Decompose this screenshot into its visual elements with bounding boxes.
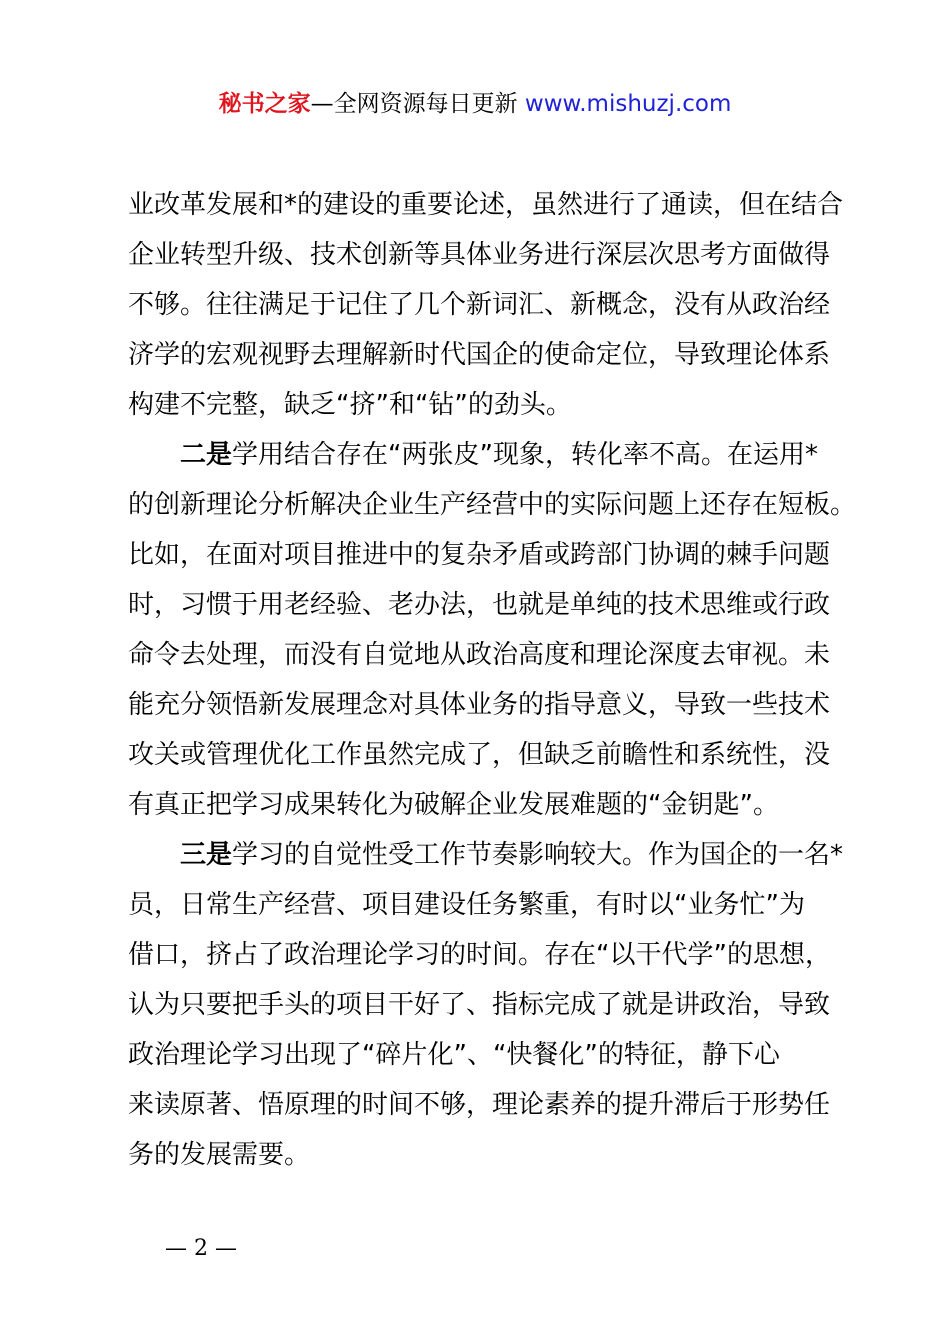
paragraph1-line: 济学的宏观视野去理解新时代国企的使命定位，导致理论体系 xyxy=(128,340,831,370)
paragraph2-line: 比如，在面对项目推进中的复杂矛盾或跨部门协调的棘手问题 xyxy=(128,540,831,570)
paragraph3-line: 借口，挤占了政治理论学习的时间。存在“以干代学”的思想， xyxy=(128,940,831,970)
paragraph2-line: 命令去处理，而没有自觉地从政治高度和理论深度去审视。未 xyxy=(128,640,831,670)
paragraph2-line: 能充分领悟新发展理念对具体业务的指导意义，导致一些技术 xyxy=(128,690,831,720)
paragraph2-line: 有真正把学习成果转化为破解企业发展难题的“金钥匙”。 xyxy=(128,790,779,820)
paragraph3-line: 学习的自觉性受工作节奏影响较大。作为国企的一名* xyxy=(232,840,844,870)
paragraph2-lead: 二是 xyxy=(180,440,233,470)
header-tagline: —全网资源每日更新 xyxy=(310,91,518,117)
paragraph2-line: 时，习惯于用老经验、老办法，也就是单纯的技术思维或行政 xyxy=(128,590,831,620)
paragraph2-line: 攻关或管理优化工作虽然完成了，但缺乏前瞻性和系统性，没 xyxy=(128,740,831,770)
paragraph3-line: 认为只要把手头的项目干好了、指标完成了就是讲政治，导致 xyxy=(128,990,831,1020)
paragraph1-line: 不够。往往满足于记住了几个新词汇、新概念，没有从政治经 xyxy=(128,290,831,320)
paragraph2-line: 的创新理论分析解决企业生产经营中的实际问题上还存在短板。 xyxy=(128,490,857,520)
paragraph2-first-line xyxy=(128,430,840,480)
paragraph3-line: 来读原著、悟原理的时间不够，理论素养的提升滞后于形势任 xyxy=(128,1090,831,1120)
website-link[interactable]: www.mishuzj.com xyxy=(524,91,732,117)
paragraph3-line: 务的发展需要。 xyxy=(128,1140,311,1170)
paragraph1-line: 业改革发展和*的建设的重要论述，虽然进行了通读，但在结合 xyxy=(128,190,844,220)
paragraph3-line: 员，日常生产经营、项目建设任务繁重，有时以“业务忙”为 xyxy=(128,890,805,920)
page-number: — 2 — xyxy=(165,1236,237,1261)
brand-name: 秘书之家 xyxy=(218,91,311,117)
page-header xyxy=(0,88,950,120)
paragraph1-line: 构建不完整，缺乏“挤”和“钻”的劲头。 xyxy=(128,390,572,420)
paragraph3-lead: 三是 xyxy=(180,840,233,870)
paragraph3-line: 政治理论学习出现了“碎片化”、“快餐化”的特征，静下心 xyxy=(128,1040,780,1070)
paragraph1-line: 企业转型升级、技术创新等具体业务进行深层次思考方面做得 xyxy=(128,240,831,270)
document-body xyxy=(128,180,857,1180)
paragraph3-first-line xyxy=(128,830,844,880)
paragraph2-line: 学用结合存在“两张皮”现象，转化率不高。在运用* xyxy=(232,440,818,470)
